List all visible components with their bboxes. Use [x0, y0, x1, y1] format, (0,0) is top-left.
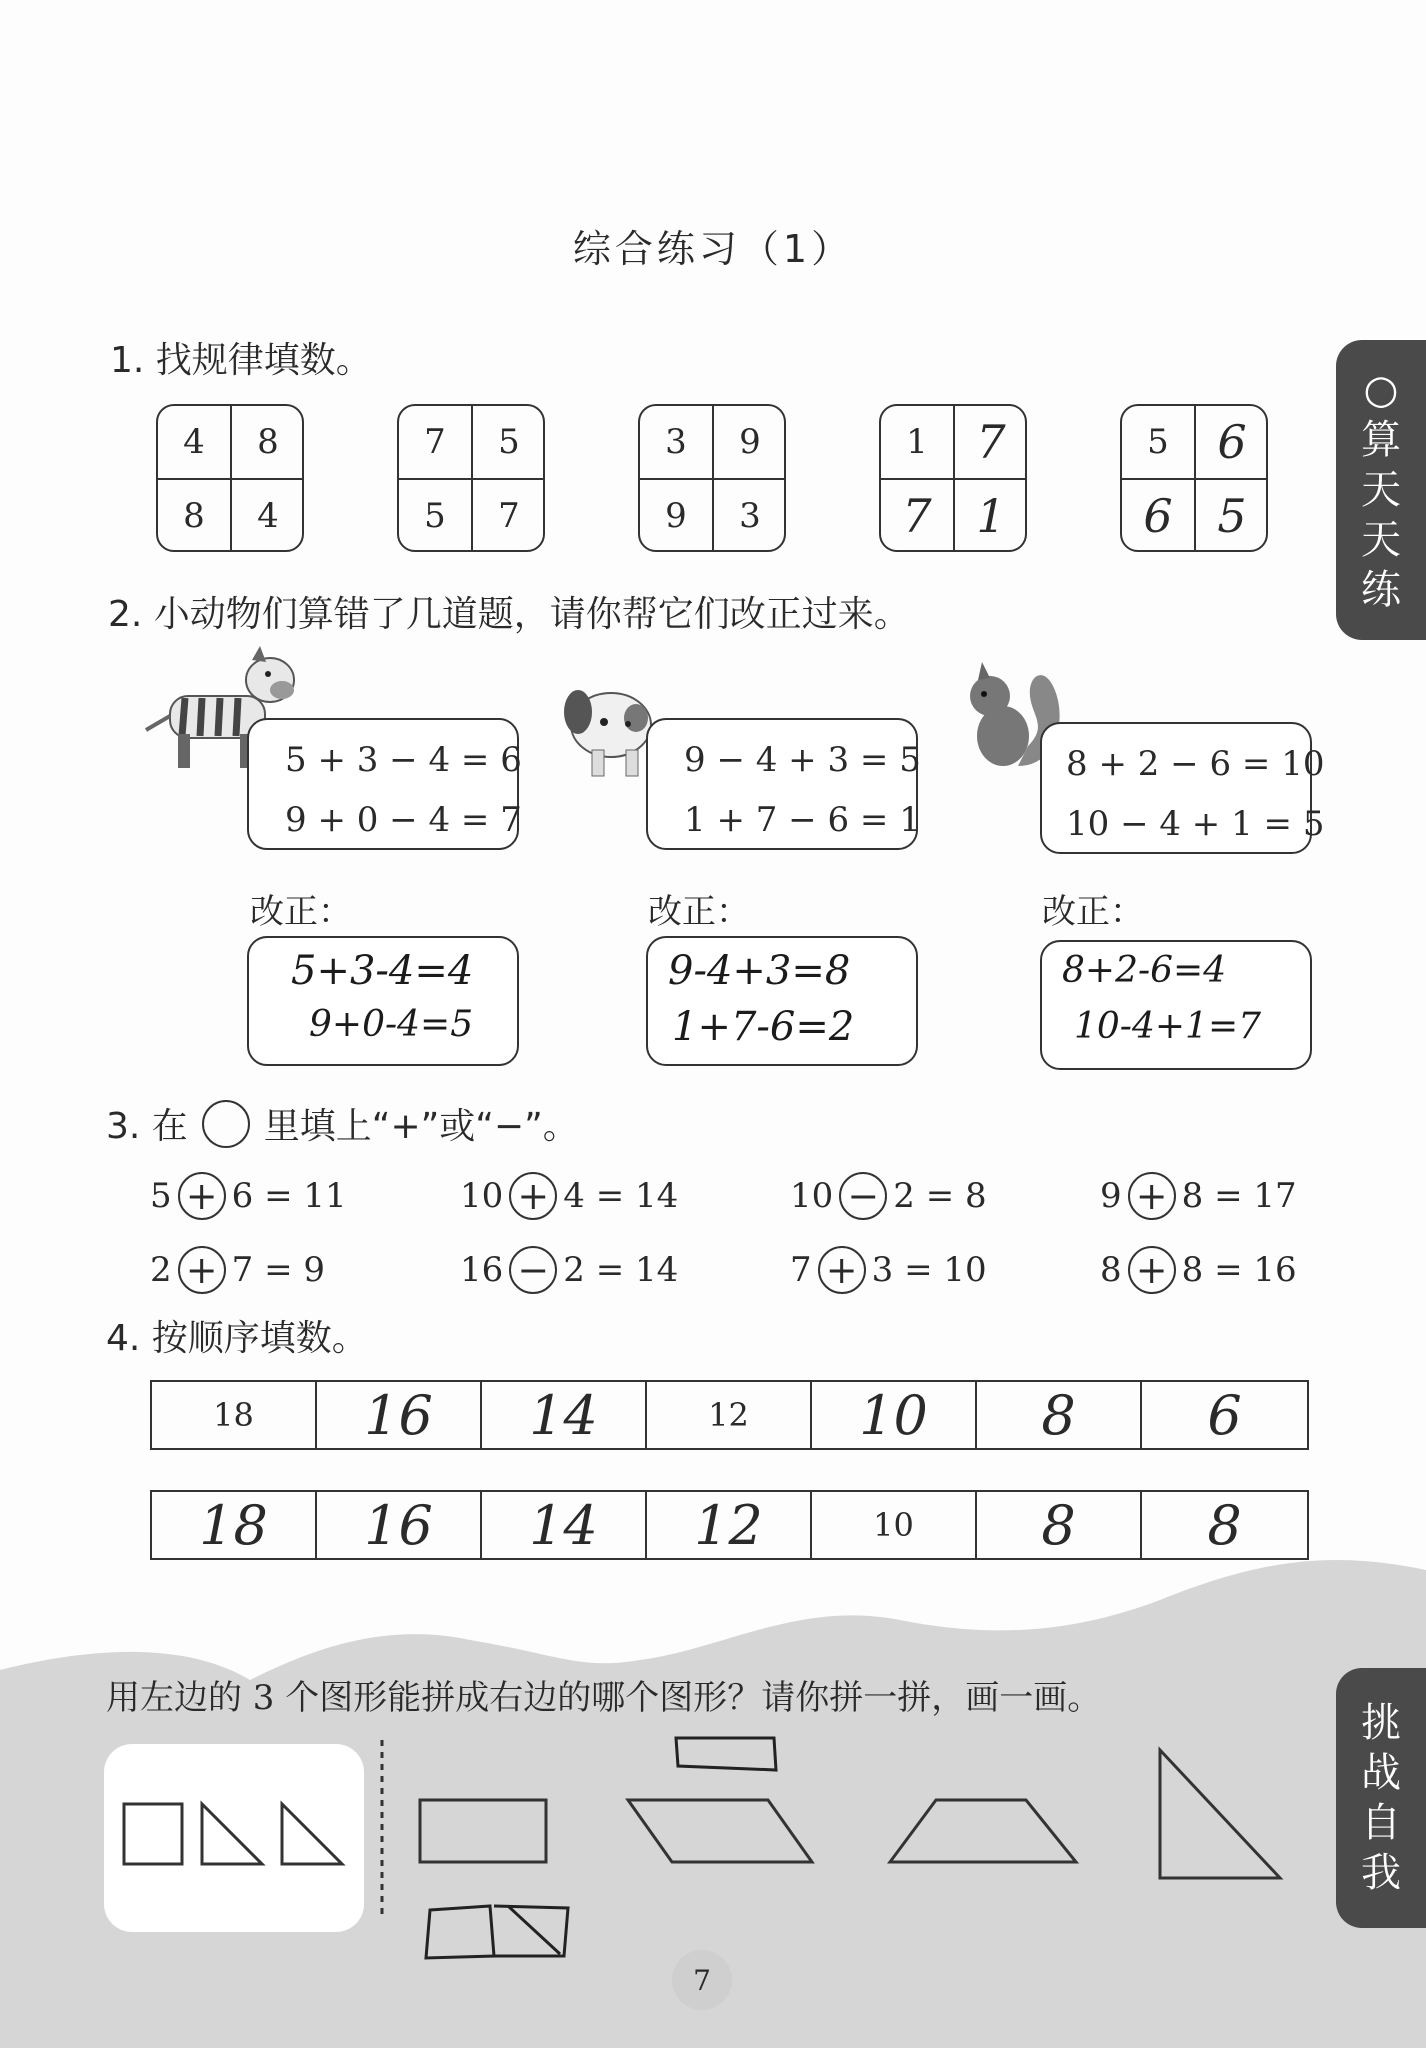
given-shapes: [104, 1744, 364, 1932]
handwritten-answer: 1+7-6=2: [672, 1004, 855, 1050]
operator-item: 10 + 4 = 14: [460, 1174, 679, 1218]
operator-item: 9 + 8 = 17: [1100, 1174, 1297, 1218]
equation: 10 − 4 + 1 = 5: [1066, 804, 1325, 844]
correction-label: 改正：: [250, 892, 352, 932]
grid-cell-handwritten: 6: [1143, 489, 1173, 543]
tab-char: 我: [1361, 1850, 1401, 1896]
grid-cell: 5: [1147, 422, 1169, 462]
grid-cell: 3: [665, 422, 687, 462]
handwritten-answer: 5+3-4=4: [291, 948, 474, 994]
grid-cell-handwritten: 7: [976, 415, 1006, 469]
pattern-grid: [638, 404, 786, 552]
square-shape: [124, 1804, 182, 1864]
grid-cell: 8: [183, 496, 205, 536]
correction-box[interactable]: [1040, 940, 1312, 1070]
sequence-cell-handwritten[interactable]: 14: [482, 1492, 647, 1558]
question-3-prefix: 3. 在: [106, 1106, 188, 1147]
operator-item: 7 + 3 = 10: [790, 1248, 987, 1292]
sequence-cell-handwritten[interactable]: 8: [977, 1382, 1142, 1448]
tab-char: 自: [1361, 1800, 1401, 1846]
challenge-question: 用左边的 3 个图形能拼成右边的哪个图形？请你拼一拼，画一画。: [106, 1678, 1102, 1718]
triangle-shape: [282, 1804, 342, 1864]
pattern-grid: [156, 404, 304, 552]
right-triangle-option: [1160, 1750, 1280, 1878]
rectangle-option: [420, 1800, 546, 1862]
tab-char: 天: [1361, 467, 1401, 513]
operator-circle[interactable]: +: [509, 1172, 557, 1220]
page-number: 7: [672, 1950, 732, 2010]
grid-cell: 7: [424, 422, 446, 462]
side-tab-challenge: [1336, 1668, 1426, 1928]
grid-cell: 1: [906, 422, 928, 462]
tab-char: ○: [1363, 367, 1399, 413]
sequence-cell-handwritten[interactable]: 8: [977, 1492, 1142, 1558]
handwritten-answer: 9+0-4=5: [309, 1004, 474, 1045]
given-shapes-panel: [104, 1744, 364, 1932]
grid-cell: 5: [424, 496, 446, 536]
grid-cell: 5: [498, 422, 520, 462]
sequence-cell-handwritten[interactable]: 8: [1207, 1493, 1242, 1557]
sequence-cell-handwritten[interactable]: 16: [317, 1382, 482, 1448]
wrong-equations-box: [646, 718, 921, 850]
sequence-cell: 10: [812, 1492, 977, 1558]
equation: 8 + 2 − 6 = 10: [1066, 744, 1325, 784]
parallelogram-option: [628, 1800, 812, 1862]
correction-label: 改正：: [1042, 892, 1144, 932]
question-3-suffix: 里填上“+”或“−”。: [263, 1106, 579, 1147]
grid-cell: 7: [498, 496, 520, 536]
operator-circle[interactable]: +: [1128, 1172, 1176, 1220]
pattern-grid: [1120, 404, 1268, 552]
dotted-divider: [380, 1740, 384, 1920]
operator-circle[interactable]: +: [178, 1246, 226, 1294]
side-tab-daily-practice: [1336, 340, 1426, 640]
grid-cell: 4: [183, 422, 205, 462]
circle-blank-icon: [202, 1100, 250, 1148]
operator-circle[interactable]: +: [178, 1172, 226, 1220]
operator-item: 2 + 7 = 9: [150, 1248, 326, 1292]
operator-item: 10 − 2 = 8: [790, 1174, 987, 1218]
handwritten-answer: 8+2-6=4: [1062, 950, 1227, 991]
operator-circle[interactable]: −: [509, 1246, 557, 1294]
question-3-label: [106, 1098, 579, 1149]
tab-char: 战: [1361, 1750, 1401, 1796]
grid-cell: 9: [665, 496, 687, 536]
equation: 9 + 0 − 4 = 7: [285, 800, 522, 840]
handwritten-answer: 10-4+1=7: [1074, 1006, 1262, 1047]
trapezoid-option: [890, 1800, 1076, 1862]
triangle-shape: [202, 1804, 262, 1864]
operator-circle[interactable]: +: [818, 1246, 866, 1294]
grid-cell-handwritten: 5: [1217, 489, 1247, 543]
sequence-cell-handwritten[interactable]: 12: [647, 1492, 812, 1558]
equation: 9 − 4 + 3 = 5: [684, 740, 921, 780]
sequence-row: [150, 1490, 1309, 1560]
wrong-equations-box: [247, 718, 522, 850]
operator-circle[interactable]: +: [1128, 1246, 1176, 1294]
sequence-cell-handwritten[interactable]: 14: [482, 1382, 647, 1448]
page-title: 综合练习（1）: [572, 227, 854, 271]
grid-cell-handwritten: 7: [902, 489, 932, 543]
question-2-label: 2. 小动物们算错了几道题，请你帮它们改正过来。: [108, 594, 910, 635]
grid-cell: 3: [739, 496, 761, 536]
operator-circle[interactable]: −: [839, 1172, 887, 1220]
tab-char: 练: [1361, 567, 1401, 613]
operator-item: 16 − 2 = 14: [460, 1248, 679, 1292]
grid-cell-handwritten: 6: [1217, 415, 1247, 469]
tab-char: 挑: [1361, 1700, 1401, 1746]
operator-item: 8 + 8 = 16: [1100, 1248, 1297, 1292]
equation: 5 + 3 − 4 = 6: [285, 740, 522, 780]
wrong-equations-box: [1040, 722, 1325, 854]
correction-box[interactable]: [247, 936, 519, 1066]
pattern-grid: [397, 404, 545, 552]
sequence-cell-handwritten[interactable]: 6: [1207, 1383, 1242, 1447]
sequence-row: [150, 1380, 1309, 1450]
correction-box[interactable]: [646, 936, 918, 1066]
handwritten-answer: 9-4+3=8: [668, 948, 851, 994]
grid-cell: 4: [257, 496, 279, 536]
pattern-grid: [879, 404, 1027, 552]
sequence-cell-handwritten[interactable]: 16: [317, 1492, 482, 1558]
grid-cell: 8: [257, 422, 279, 462]
target-shapes: [400, 1710, 1320, 1960]
equation: 1 + 7 − 6 = 1: [684, 800, 921, 840]
handwritten-sketch: [426, 1906, 568, 1958]
tab-char: 天: [1361, 517, 1401, 563]
grid-cell: 9: [739, 422, 761, 462]
grid-cell-handwritten: 1: [976, 489, 1006, 543]
handwritten-sketch: [676, 1738, 776, 1770]
sequence-cell: 18: [152, 1382, 317, 1448]
tab-char: 算: [1361, 417, 1401, 463]
operator-item: 5 + 6 = 11: [150, 1174, 347, 1218]
sequence-cell-handwritten[interactable]: 18: [152, 1492, 317, 1558]
sequence-cell: 12: [647, 1382, 812, 1448]
correction-label: 改正：: [648, 892, 750, 932]
question-4-label: 4. 按顺序填数。: [106, 1318, 368, 1359]
sequence-cell-handwritten[interactable]: 10: [812, 1382, 977, 1448]
question-1-label: 1. 找规律填数。: [110, 340, 372, 381]
